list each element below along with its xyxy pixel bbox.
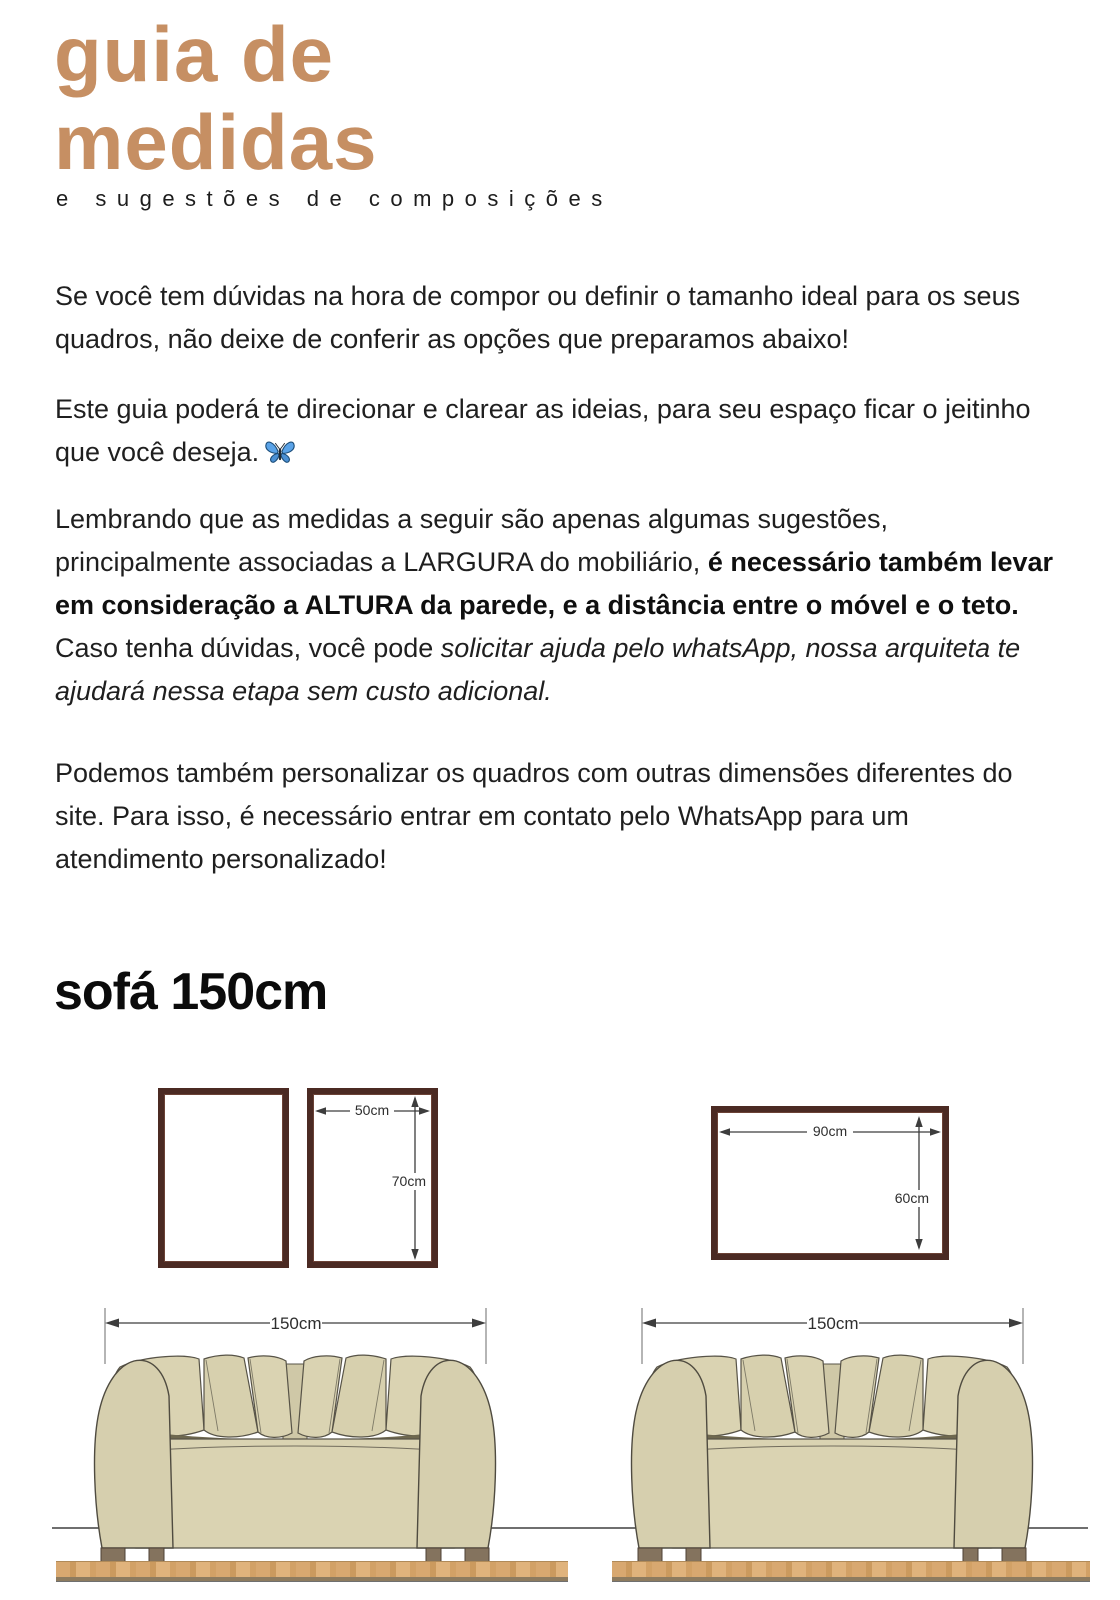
paragraph-3-normal-1: Lembrando que as medidas a seguir são apenas algumas sugestões, principalmente associadas a LARGURA do mobiliário, [55, 504, 889, 577]
sofa-body [95, 1355, 496, 1562]
frame-width-label: 90cm [812, 1123, 848, 1139]
frame-width-label: 50cm [354, 1102, 390, 1118]
frame-90x60-dimensions [717, 1112, 943, 1254]
page-subtitle: e sugestões de composições [56, 186, 613, 211]
picture-frame-portrait-blank [158, 1088, 289, 1268]
intro-paragraph-3 [55, 498, 1055, 713]
butterfly-icon [265, 435, 295, 478]
sofa-body [632, 1355, 1033, 1562]
wood-floor-strip-left [56, 1561, 568, 1581]
intro-paragraph-4: Podemos também personalizar os quadros com outras dimensões diferentes do site. Para isso, é necessário entrar em contato pelo WhatsApp para um atendimento personalizado! [55, 758, 1013, 874]
frame-height-label: 70cm [391, 1173, 426, 1189]
paragraph-3-bold: é necessário também levar em consideração a ALTURA da parede, e a distância entre o móvel e o teto. [55, 547, 1054, 620]
section-heading-sofa-150cm: sofá 150cm [54, 963, 328, 1021]
frame-height-label: 60cm [894, 1190, 929, 1206]
paragraph-3-italic: solicitar ajuda pelo whatsApp, nossa arquiteta te ajudará nessa etapa sem custo adicional. [55, 633, 1021, 706]
sofa-illustration-left [85, 1300, 505, 1562]
sofa-illustration-right [622, 1300, 1042, 1562]
page-title: guia de medidas [54, 10, 378, 186]
wood-floor-strip-right [612, 1561, 1090, 1581]
frame-50x70-dimensions [313, 1094, 432, 1262]
picture-frame-landscape-90x60 [711, 1106, 949, 1260]
intro-paragraph-2-text: Este guia poderá te direcionar e clarear as ideias, para seu espaço ficar o jeitinho que você deseja. [55, 394, 1031, 467]
paragraph-3-normal-2: Caso tenha dúvidas, você pode [55, 633, 441, 663]
sofa-legs [101, 1548, 489, 1562]
intro-paragraph-1: Se você tem dúvidas na hora de compor ou definir o tamanho ideal para os seus quadros, não deixe de conferir as opções que preparamos abaixo! [55, 281, 1021, 354]
intro-paragraph-2 [55, 388, 1055, 478]
sofa-width-label: 150cm [807, 1314, 859, 1333]
sofa-legs [638, 1548, 1026, 1562]
sofa-width-label: 150cm [270, 1314, 322, 1333]
picture-frame-portrait-50x70 [307, 1088, 438, 1268]
